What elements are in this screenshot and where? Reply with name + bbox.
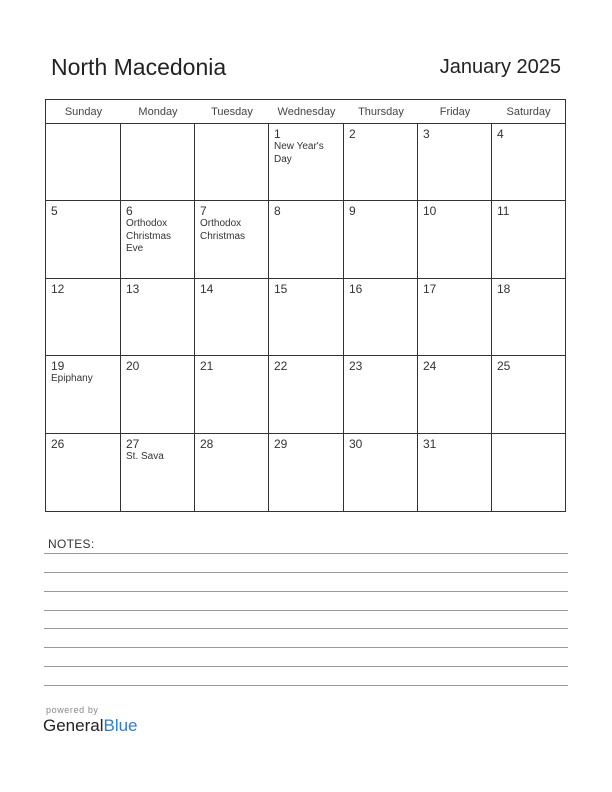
- day-number: 22: [274, 359, 288, 374]
- day-number: 28: [200, 436, 214, 451]
- note-line: [44, 553, 568, 554]
- note-line: [44, 685, 568, 686]
- day-cell: [344, 124, 418, 201]
- weekday-header: Friday: [418, 100, 492, 124]
- day-cell: [492, 434, 565, 511]
- day-cell: [492, 356, 565, 433]
- day-number: 17: [423, 281, 437, 296]
- note-line: [44, 666, 568, 667]
- day-cell: [492, 279, 565, 356]
- day-cell: [418, 356, 492, 433]
- day-number: 3: [423, 127, 430, 141]
- day-number: 23: [349, 359, 363, 374]
- day-number: 19: [51, 359, 65, 374]
- day-number: 26: [51, 436, 65, 451]
- day-cell: [269, 124, 344, 201]
- brand-blue-text: Blue: [103, 716, 138, 735]
- day-number: 9: [349, 204, 356, 219]
- day-number: 12: [51, 281, 65, 296]
- note-line: [44, 628, 568, 629]
- day-cell: [121, 124, 195, 201]
- calendar-grid: [45, 99, 566, 512]
- day-number: 13: [126, 281, 140, 296]
- day-cell: [418, 434, 492, 511]
- day-number: 24: [423, 359, 437, 374]
- notes-label: NOTES:: [48, 537, 95, 551]
- day-number: 14: [200, 281, 214, 296]
- day-number: 16: [349, 281, 363, 296]
- note-line: [44, 591, 568, 592]
- weekday-header: Tuesday: [195, 100, 269, 124]
- weekday-header: Saturday: [492, 100, 565, 124]
- note-line: [44, 572, 568, 573]
- day-cell: [195, 201, 269, 278]
- day-number: 18: [497, 281, 511, 296]
- day-cell: [269, 279, 344, 356]
- note-line: [44, 610, 568, 611]
- day-cell: [195, 434, 269, 511]
- day-cell: [344, 201, 418, 278]
- day-number: 8: [274, 204, 281, 219]
- day-number: 6: [126, 204, 133, 219]
- day-number: 30: [349, 436, 363, 451]
- holiday-label: New Year's Day: [274, 141, 324, 165]
- day-number: 15: [274, 281, 288, 296]
- weekday-header: Monday: [121, 100, 195, 124]
- day-cell: [492, 201, 565, 278]
- day-number: 29: [274, 436, 288, 451]
- day-cell: [269, 434, 344, 511]
- day-number: 27: [126, 436, 140, 451]
- day-cell: [46, 279, 121, 356]
- day-cell: [418, 124, 492, 201]
- day-cell: [269, 201, 344, 278]
- day-cell: [46, 434, 121, 511]
- day-cell: [269, 356, 344, 433]
- brand-logo: [43, 716, 138, 736]
- day-number: 11: [497, 204, 510, 219]
- holiday-label: Orthodox Christmas: [200, 218, 246, 242]
- day-number: 21: [200, 359, 214, 374]
- weekday-header: Thursday: [344, 100, 418, 124]
- day-cell: [195, 124, 269, 201]
- day-number: 20: [126, 359, 140, 374]
- month-title: January 2025: [439, 56, 561, 78]
- day-number: 7: [200, 204, 207, 219]
- day-cell: [121, 356, 195, 433]
- holiday-label: Epiphany: [51, 373, 93, 385]
- day-cell: [344, 356, 418, 433]
- holiday-label: St. Sava: [126, 450, 164, 462]
- day-cell: [121, 201, 195, 278]
- day-cell: [344, 434, 418, 511]
- weekday-header: Sunday: [46, 100, 121, 124]
- weekday-header: Wednesday: [269, 100, 344, 124]
- holiday-label: Orthodox Christmas Eve: [126, 218, 172, 255]
- day-cell: [46, 124, 121, 201]
- day-cell: [46, 356, 121, 433]
- day-cell: [418, 279, 492, 356]
- note-line: [44, 647, 568, 648]
- day-cell: [418, 201, 492, 278]
- day-number: 25: [497, 359, 511, 374]
- day-cell: [195, 356, 269, 433]
- day-cell: [492, 124, 565, 201]
- country-title: North Macedonia: [51, 54, 227, 80]
- day-cell: [121, 434, 195, 511]
- day-cell: [121, 279, 195, 356]
- day-number: 10: [423, 204, 437, 219]
- day-number: 2: [349, 127, 356, 141]
- day-cell: [344, 279, 418, 356]
- day-number: 4: [497, 127, 504, 141]
- brand-general-text: General: [43, 716, 104, 735]
- day-number: 31: [423, 436, 437, 451]
- day-cell: [46, 201, 121, 278]
- powered-by-text: powered by: [46, 705, 99, 715]
- day-cell: [195, 279, 269, 356]
- day-number: 5: [51, 204, 58, 219]
- day-number: 1: [274, 127, 281, 141]
